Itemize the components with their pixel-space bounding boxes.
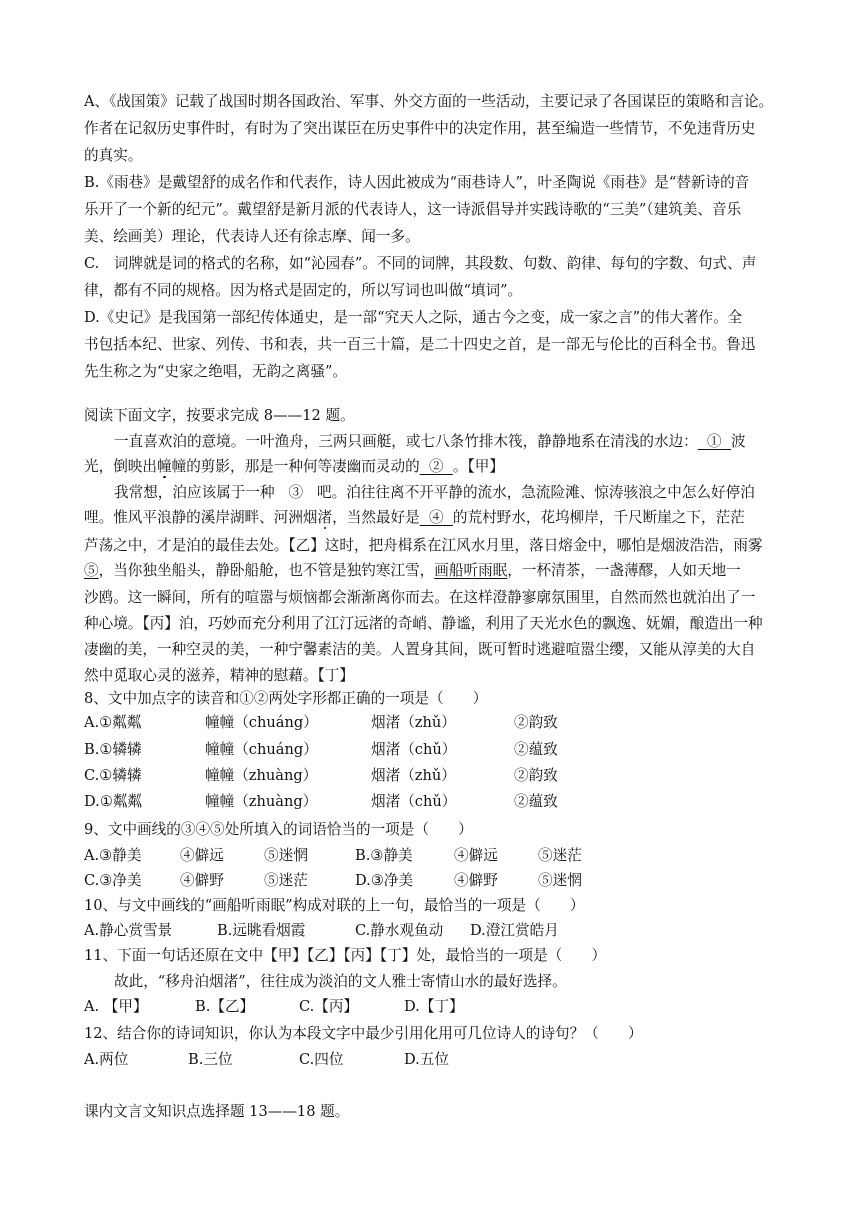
passage-text: 的荒村野水，花坞柳岸，千尺断崖之下，茫茫	[452, 509, 745, 526]
dotted-char: 幢	[156, 458, 172, 475]
q9-opt: C.③净美	[84, 872, 142, 889]
underlined-phrase: 画船听雨眠	[434, 562, 508, 579]
q9-opt: ⑤迷惘	[538, 872, 582, 889]
q9-stem: 9、文中画线的③④⑤处所填入的词语恰当的一项是（ ）	[84, 821, 473, 838]
passage-text: ，当你独坐船头，静卧船舱，也不管是独钓寒江雪，	[98, 562, 435, 579]
passage-text: 吧。泊往往离不开平静的流水，急流险滩、惊涛骇浪之中怎么好停泊	[317, 484, 755, 501]
q10-stem: 10、与文中画线的“画船听雨眠”构成对联的上一句，最恰当的一项是（ ）	[84, 897, 585, 914]
passage-p2-line-7: 凄幽的美，一种空灵的美，一种宁馨素洁的美。人置身其间，既可暂时逃避喧嚣尘缨，又能从淳美的大自	[84, 641, 756, 658]
q9-opt: ⑤迷茫	[264, 872, 308, 889]
passage-text: 幢的剪影，那是一种何等凄幽而灵动的	[171, 458, 420, 475]
q9-opt: ⑤迷茫	[538, 847, 582, 864]
blank-2	[420, 458, 453, 475]
option-b-line-1: B.《雨巷》是戴望舒的成名作和代表作，诗人因此被成为“雨巷诗人”，叶圣陶说《雨巷》是“替新诗的音	[84, 174, 750, 191]
blank-2-label: ②	[428, 458, 444, 475]
q8-b-col4: ②蕴致	[514, 741, 558, 758]
passage-p2-line-6: 种心境。【丙】泊，巧妙而充分利用了江汀远渚的奇峭、静谧，利用了天光水色的飘逸、妩媚，酿造出一种	[84, 615, 763, 632]
q8-stem: 8、文中加点字的读音和①②两处字形都正确的一项是（ ）	[84, 690, 488, 707]
q9-opt: ④僻野	[454, 872, 498, 889]
blank-1	[698, 433, 731, 450]
q8-a-col2: 幢幢（chuáng）	[205, 714, 318, 731]
passage-p1-line-2	[84, 457, 504, 477]
q11-stem: 11、下面一句话还原在文中【甲】【乙】【丙】【丁】处，最恰当的一项是（ ）	[84, 947, 607, 964]
option-c-line-1: C. 词牌就是词的格式的名称，如“沁园春”。不同的词牌，其段数、句数、韵律、每句的字数、句式、声	[84, 255, 757, 272]
option-d-line-3: 先生称之为“史家之绝唱，无韵之离骚”。	[84, 363, 348, 380]
q9-opt: ⑤迷惘	[264, 847, 308, 864]
q10-option-b: B.远眺看烟霞	[217, 922, 306, 939]
q8-a-col1: A.①粼粼	[84, 714, 142, 731]
q8-b-col2: 幢幢（chuáng）	[205, 741, 318, 758]
passage-text: 波	[730, 433, 746, 450]
q8-c-col3: 烟渚（zhǔ）	[371, 767, 456, 784]
blank-4	[420, 509, 453, 526]
q8-d-col4: ②蕴致	[514, 793, 558, 810]
q9-opt: ④僻野	[180, 872, 224, 889]
section-footer: 课内文言文知识点选择题 13——18 题。	[84, 1103, 350, 1120]
q8-b-col3: 烟渚（chǔ）	[371, 741, 457, 758]
passage-p2-line-4	[84, 561, 741, 581]
q11-quote: 故此，“移舟泊烟渚”，往往成为淡泊的文人雅士寄情山水的最好选择。	[114, 973, 567, 990]
option-b-line-2: 乐开了一个新的纪元”。戴望舒是新月派的代表诗人，这一诗派倡导并实践诗歌的“三美”（建筑美、音乐	[84, 201, 742, 218]
q8-c-col2: 幢幢（zhuàng）	[205, 767, 318, 784]
q11-option-a: A. 【甲】	[84, 998, 148, 1015]
passage-p2-line-1	[114, 483, 755, 503]
passage-text: 我常想，泊应该属于一种	[114, 484, 275, 501]
option-a-line-1: A、《战国策》记载了战国时期各国政治、军事、外交方面的一些活动，主要记录了各国谋臣的策略和言论。	[84, 93, 774, 110]
q8-d-col1: D.①粼粼	[84, 793, 143, 810]
q9-opt: ④僻远	[180, 847, 224, 864]
option-d-line-1: D.《史记》是我国第一部纪传体通史，是一部“究天人之际，通古今之变，成一家之言”的伟大著作。全	[84, 309, 743, 326]
q12-option-d: D.五位	[404, 1051, 450, 1068]
q12-option-a: A.两位	[84, 1051, 129, 1068]
passage-p2-line-2	[84, 508, 745, 528]
option-a-line-3: 的真实。	[84, 147, 143, 164]
option-c-line-2: 律，都有不同的规格。因为格式是固定的，所以写词也叫做“填词”。	[84, 282, 523, 299]
q10-option-d: D.澄江赏皓月	[470, 922, 559, 939]
q9-opt: A.③静美	[84, 847, 142, 864]
q9-opt: B.③静美	[355, 847, 413, 864]
passage-text: 一直喜欢泊的意境。一叶渔舟，三两只画艇，或七八条竹排木筏，静静地系在清浅的水边：	[114, 433, 698, 450]
q8-c-col1: C.①辚辚	[84, 767, 142, 784]
passage-text: ，一杯清茶，一盏薄醪，人如天地一	[507, 562, 741, 579]
q8-a-col4: ②韵致	[514, 714, 558, 731]
option-a-line-2: 作者在记叙历史事件时，有时为了突出谋臣在历史事件中的决定作用，甚至编造一些情节，不免违背历史	[84, 120, 756, 137]
q12-option-b: B.三位	[188, 1051, 233, 1068]
passage-p1-line-1	[114, 432, 746, 452]
blank-1-label: ①	[707, 433, 722, 450]
q10-option-a: A.静心赏雪景	[84, 922, 173, 939]
passage-text: 。【甲】	[452, 458, 504, 475]
passage-text: 光，倒映出	[84, 458, 157, 475]
passage-text: ，当然最好是	[332, 509, 420, 526]
q8-d-col3: 烟渚（chǔ）	[371, 793, 457, 810]
q8-a-col3: 烟渚（zhǔ）	[371, 714, 456, 731]
blank-3-label: ③	[288, 484, 304, 501]
option-d-line-2: 书包括本纪、世家、列传、书和表，共一百三十篇，是二十四史之首，是一部无与伦比的百科全书。鲁迅	[84, 336, 756, 353]
q8-b-col1: B.①辚辚	[84, 741, 142, 758]
passage-p2-line-3: 芦荡之中，才是泊的最佳去处。【乙】这时，把舟楫系在江风水月里，落日熔金中，哪怕是烟波浩浩，雨雾	[84, 537, 763, 554]
option-b-line-3: 美、绘画美）理论，代表诗人还有徐志摩、闻一多。	[84, 228, 420, 245]
q12-option-c: C.四位	[299, 1051, 344, 1068]
q8-c-col4: ②韵致	[514, 767, 558, 784]
passage-p2-line-5: 沙鸥。这一瞬间，所有的喧嚣与烦恼都会渐渐离你而去。在这样澄静寥廓氛围里，自然而然也就泊出了一	[84, 589, 756, 606]
dotted-char: 渚	[317, 509, 333, 526]
q9-opt: ④僻远	[454, 847, 498, 864]
q10-option-c: C.静水观鱼动	[355, 922, 444, 939]
q12-stem: 12、结合你的诗词知识，你认为本段文字中最少引用化用可几位诗人的诗句？（ ）	[84, 1025, 643, 1042]
q11-option-d: D.【丁】	[404, 998, 464, 1015]
q11-option-b: B.【乙】	[195, 998, 255, 1015]
blank-4-label: ④	[428, 509, 444, 526]
passage-p2-line-8: 然中觅取心灵的滋养，精神的慰藉。【丁】	[84, 667, 354, 684]
q8-d-col2: 幢幢（zhuàng）	[205, 793, 318, 810]
q9-opt: D.③净美	[355, 872, 414, 889]
q11-option-c: C.【丙】	[299, 998, 359, 1015]
blank-5: ⑤	[84, 562, 99, 579]
passage-text: 哩。惟风平浪静的溪岸湖畔、河洲烟	[84, 509, 318, 526]
reading-intro: 阅读下面文字，按要求完成 8——12 题。	[84, 407, 355, 424]
